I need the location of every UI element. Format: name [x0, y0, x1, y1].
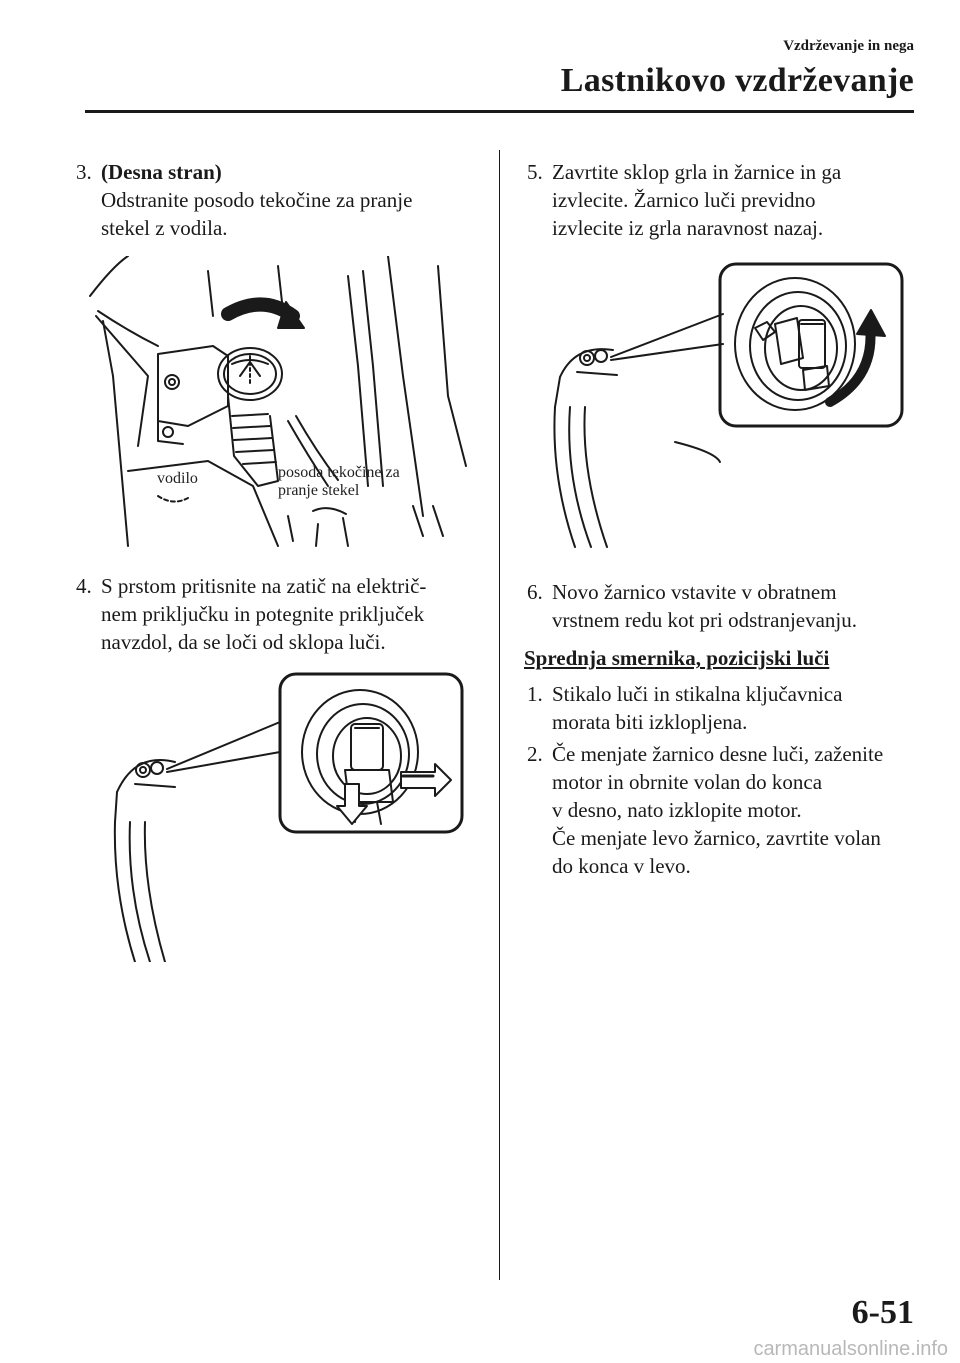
step-text-line: Novo žarnico vstavite v obratnem [552, 580, 837, 604]
step-text-line: morata biti izklopljena. [552, 710, 748, 734]
step-text-line: nem priključku in potegnite priključek [101, 602, 425, 626]
step-number: 3. [76, 160, 92, 184]
step-number: 2. [527, 742, 543, 766]
step-text-line: Zavrtite sklop grla in žarnice in ga [552, 160, 842, 184]
step-text-line: izvlecite iz grla naravnost nazaj. [552, 216, 824, 240]
column-divider [499, 150, 500, 1280]
step-text-line: izvlecite. Žarnico luči previdno [552, 188, 816, 212]
page-title: Lastnikovo vzdrževanje [560, 62, 914, 99]
step-text-line: v desno, nato izklopite motor. [552, 798, 802, 822]
step-text-line: do konca v levo. [552, 854, 691, 878]
step-3 [76, 158, 486, 242]
step-number: 4. [76, 574, 92, 598]
section-subheading: Sprednja smernika, pozicijski luči [524, 646, 830, 670]
step-text-line: motor in obrnite volan do konca [552, 770, 823, 794]
footer-watermark-url: carmanualsonline.info [753, 1338, 948, 1360]
step-text-line: stekel z vodila. [101, 216, 228, 240]
step-text-line: Odstranite posodo tekočine za pranje [101, 188, 413, 212]
step-number: 5. [527, 160, 543, 184]
step-text-line: vrstnem redu kot pri odstranjevanju. [552, 608, 858, 632]
step-text-line: Če menjate žarnico desne luči, zaženite [552, 742, 884, 766]
section-label: Vzdrževanje in nega [783, 38, 914, 54]
callout-washer-tank: posoda tekočine za pranje stekel [278, 464, 400, 499]
step-text-line: Če menjate levo žarnico, zavrtite volan [552, 826, 881, 850]
bulb-socket-illustration [545, 262, 905, 552]
step-text-line: S prstom pritisnite na zatič na električ- [101, 574, 427, 598]
washer-tank-illustration [88, 256, 468, 548]
sub-step-1 [527, 680, 937, 736]
step-text-line: Stikalo luči in stikalna ključavnica [552, 682, 843, 706]
page-number: 6-51 [851, 1294, 914, 1331]
connector-removal-illustration [105, 672, 465, 962]
sub-step-2 [527, 740, 947, 880]
step-5 [527, 158, 937, 242]
step-text-line: navzdol, da se loči od sklopa luči. [101, 630, 386, 654]
header-rule [85, 110, 914, 113]
step-4 [76, 572, 496, 656]
callout-guide: vodilo [157, 470, 198, 487]
step-6 [527, 578, 937, 634]
step-heading: (Desna stran) [101, 160, 222, 184]
step-number: 6. [527, 580, 543, 604]
step-number: 1. [527, 682, 543, 706]
